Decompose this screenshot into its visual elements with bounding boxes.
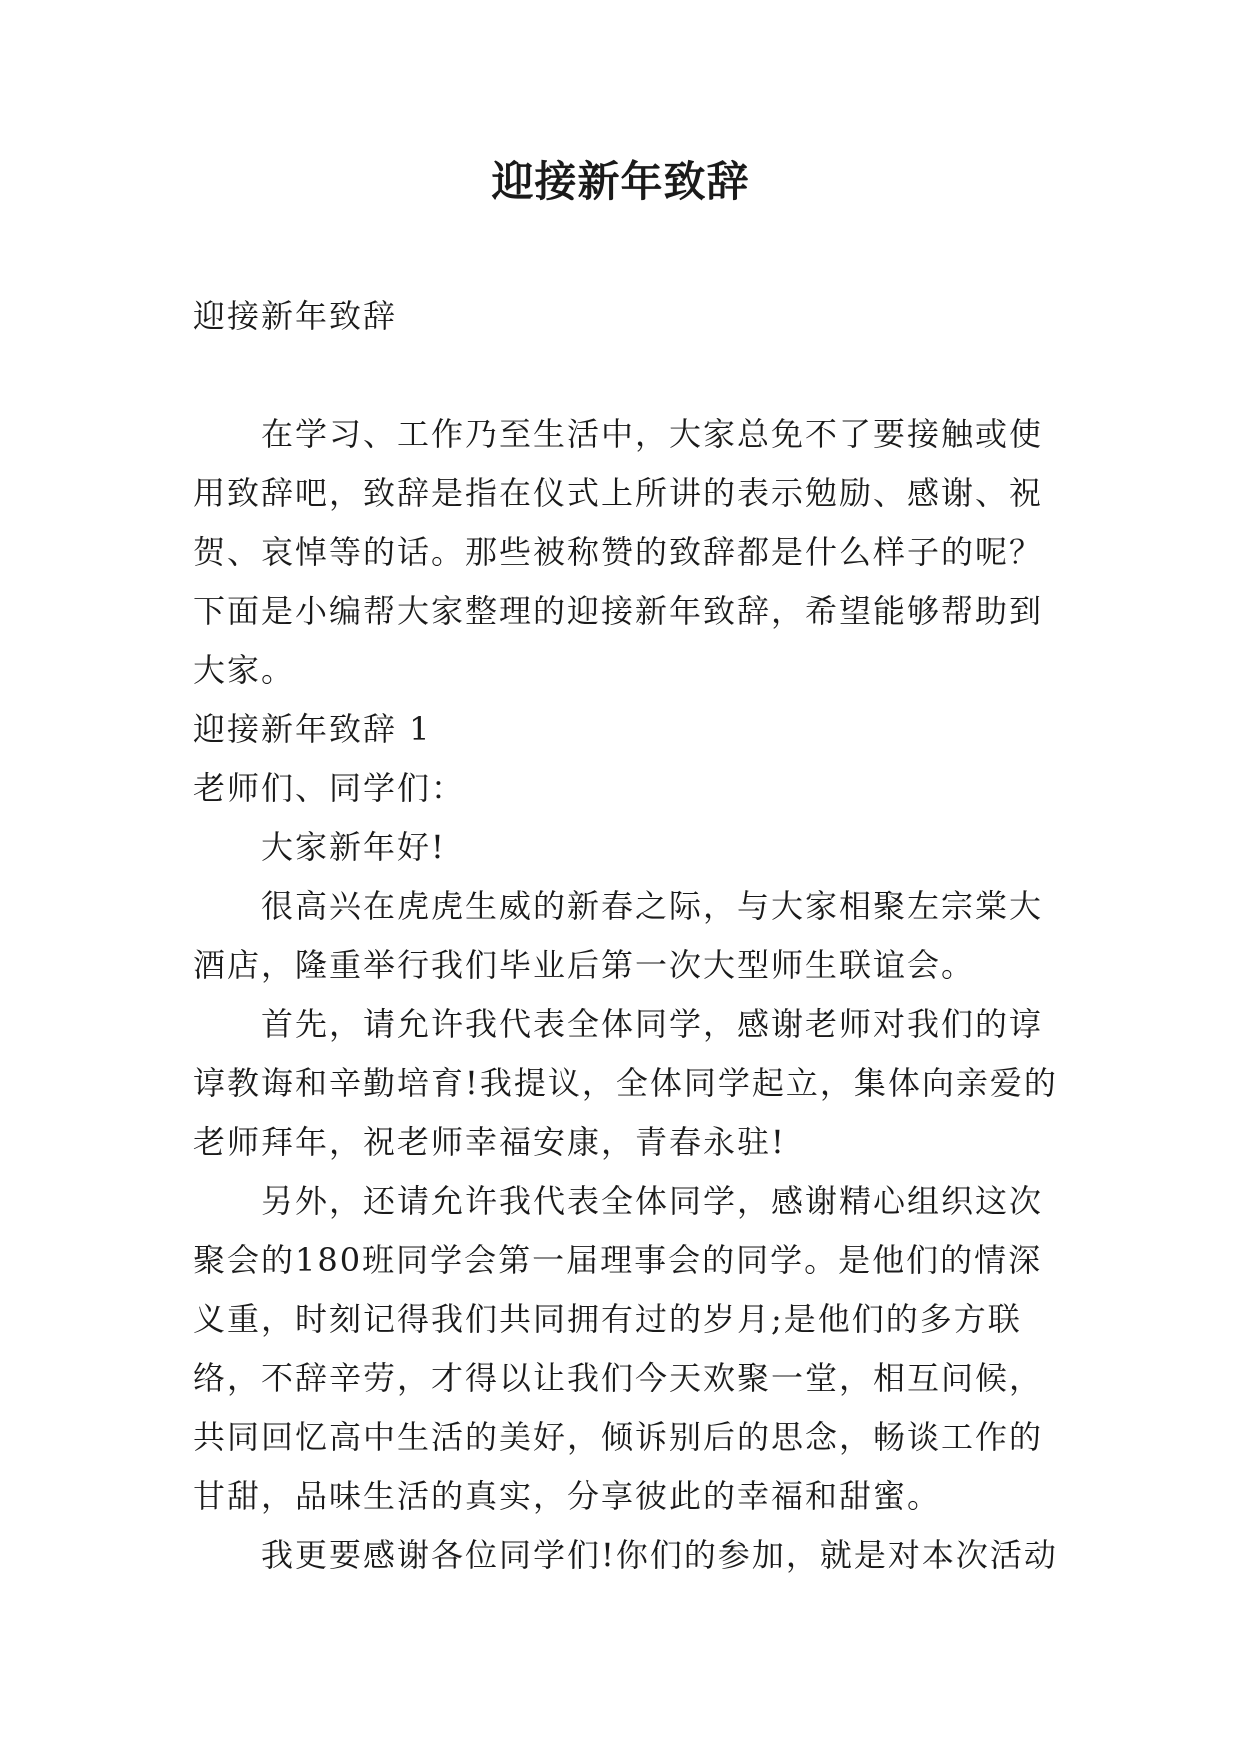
speech-paragraph-4: 另外，还请允许我代表全体同学，感谢精心组织这次聚会的180班同学会第一届理事会的同学。是他们的情深义重，时刻记得我们共同拥有过的岁月;是他们的多方联络，不辞辛劳，才得以让我们今天欢聚一堂，相互问候，共同回忆高中生活的美好，倾诉别后的思念，畅谈工作的甘甜，品味生活的真实，分享彼此的幸福和甜蜜。 [193,1182,1044,1515]
speech-paragraph-5: 我更要感谢各位同学们!你们的参加，就是对本次活动 [261,1536,1058,1574]
speech-section [193,700,1073,1585]
section-heading: 迎接新年致辞 1 [193,710,432,748]
document-title: 迎接新年致辞 [491,157,750,206]
intro-block [193,405,1073,700]
speech-paragraph-3: 首先，请允许我代表全体同学，感谢老师对我们的谆谆教诲和辛勤培育!我提议，全体同学起立，集体向亲爱的老师拜年，祝老师幸福安康，青春永驻! [193,1005,1058,1161]
document-subtitle: 迎接新年致辞 [193,297,398,335]
intro-paragraph: 在学习、工作乃至生活中，大家总免不了要接触或使用致辞吧，致辞是指在仪式上所讲的表示勉励、感谢、祝贺、哀悼等的话。那些被称赞的致辞都是什么样子的呢？下面是小编帮大家整理的迎接新年致辞，希望能够帮助到大家。 [193,415,1044,689]
speech-paragraph-1: 大家新年好! [261,828,446,866]
salutation: 老师们、同学们： [193,769,466,807]
speech-paragraph-2: 很高兴在虎虎生威的新春之际，与大家相聚左宗棠大酒店，隆重举行我们毕业后第一次大型师生联谊会。 [193,887,1044,984]
